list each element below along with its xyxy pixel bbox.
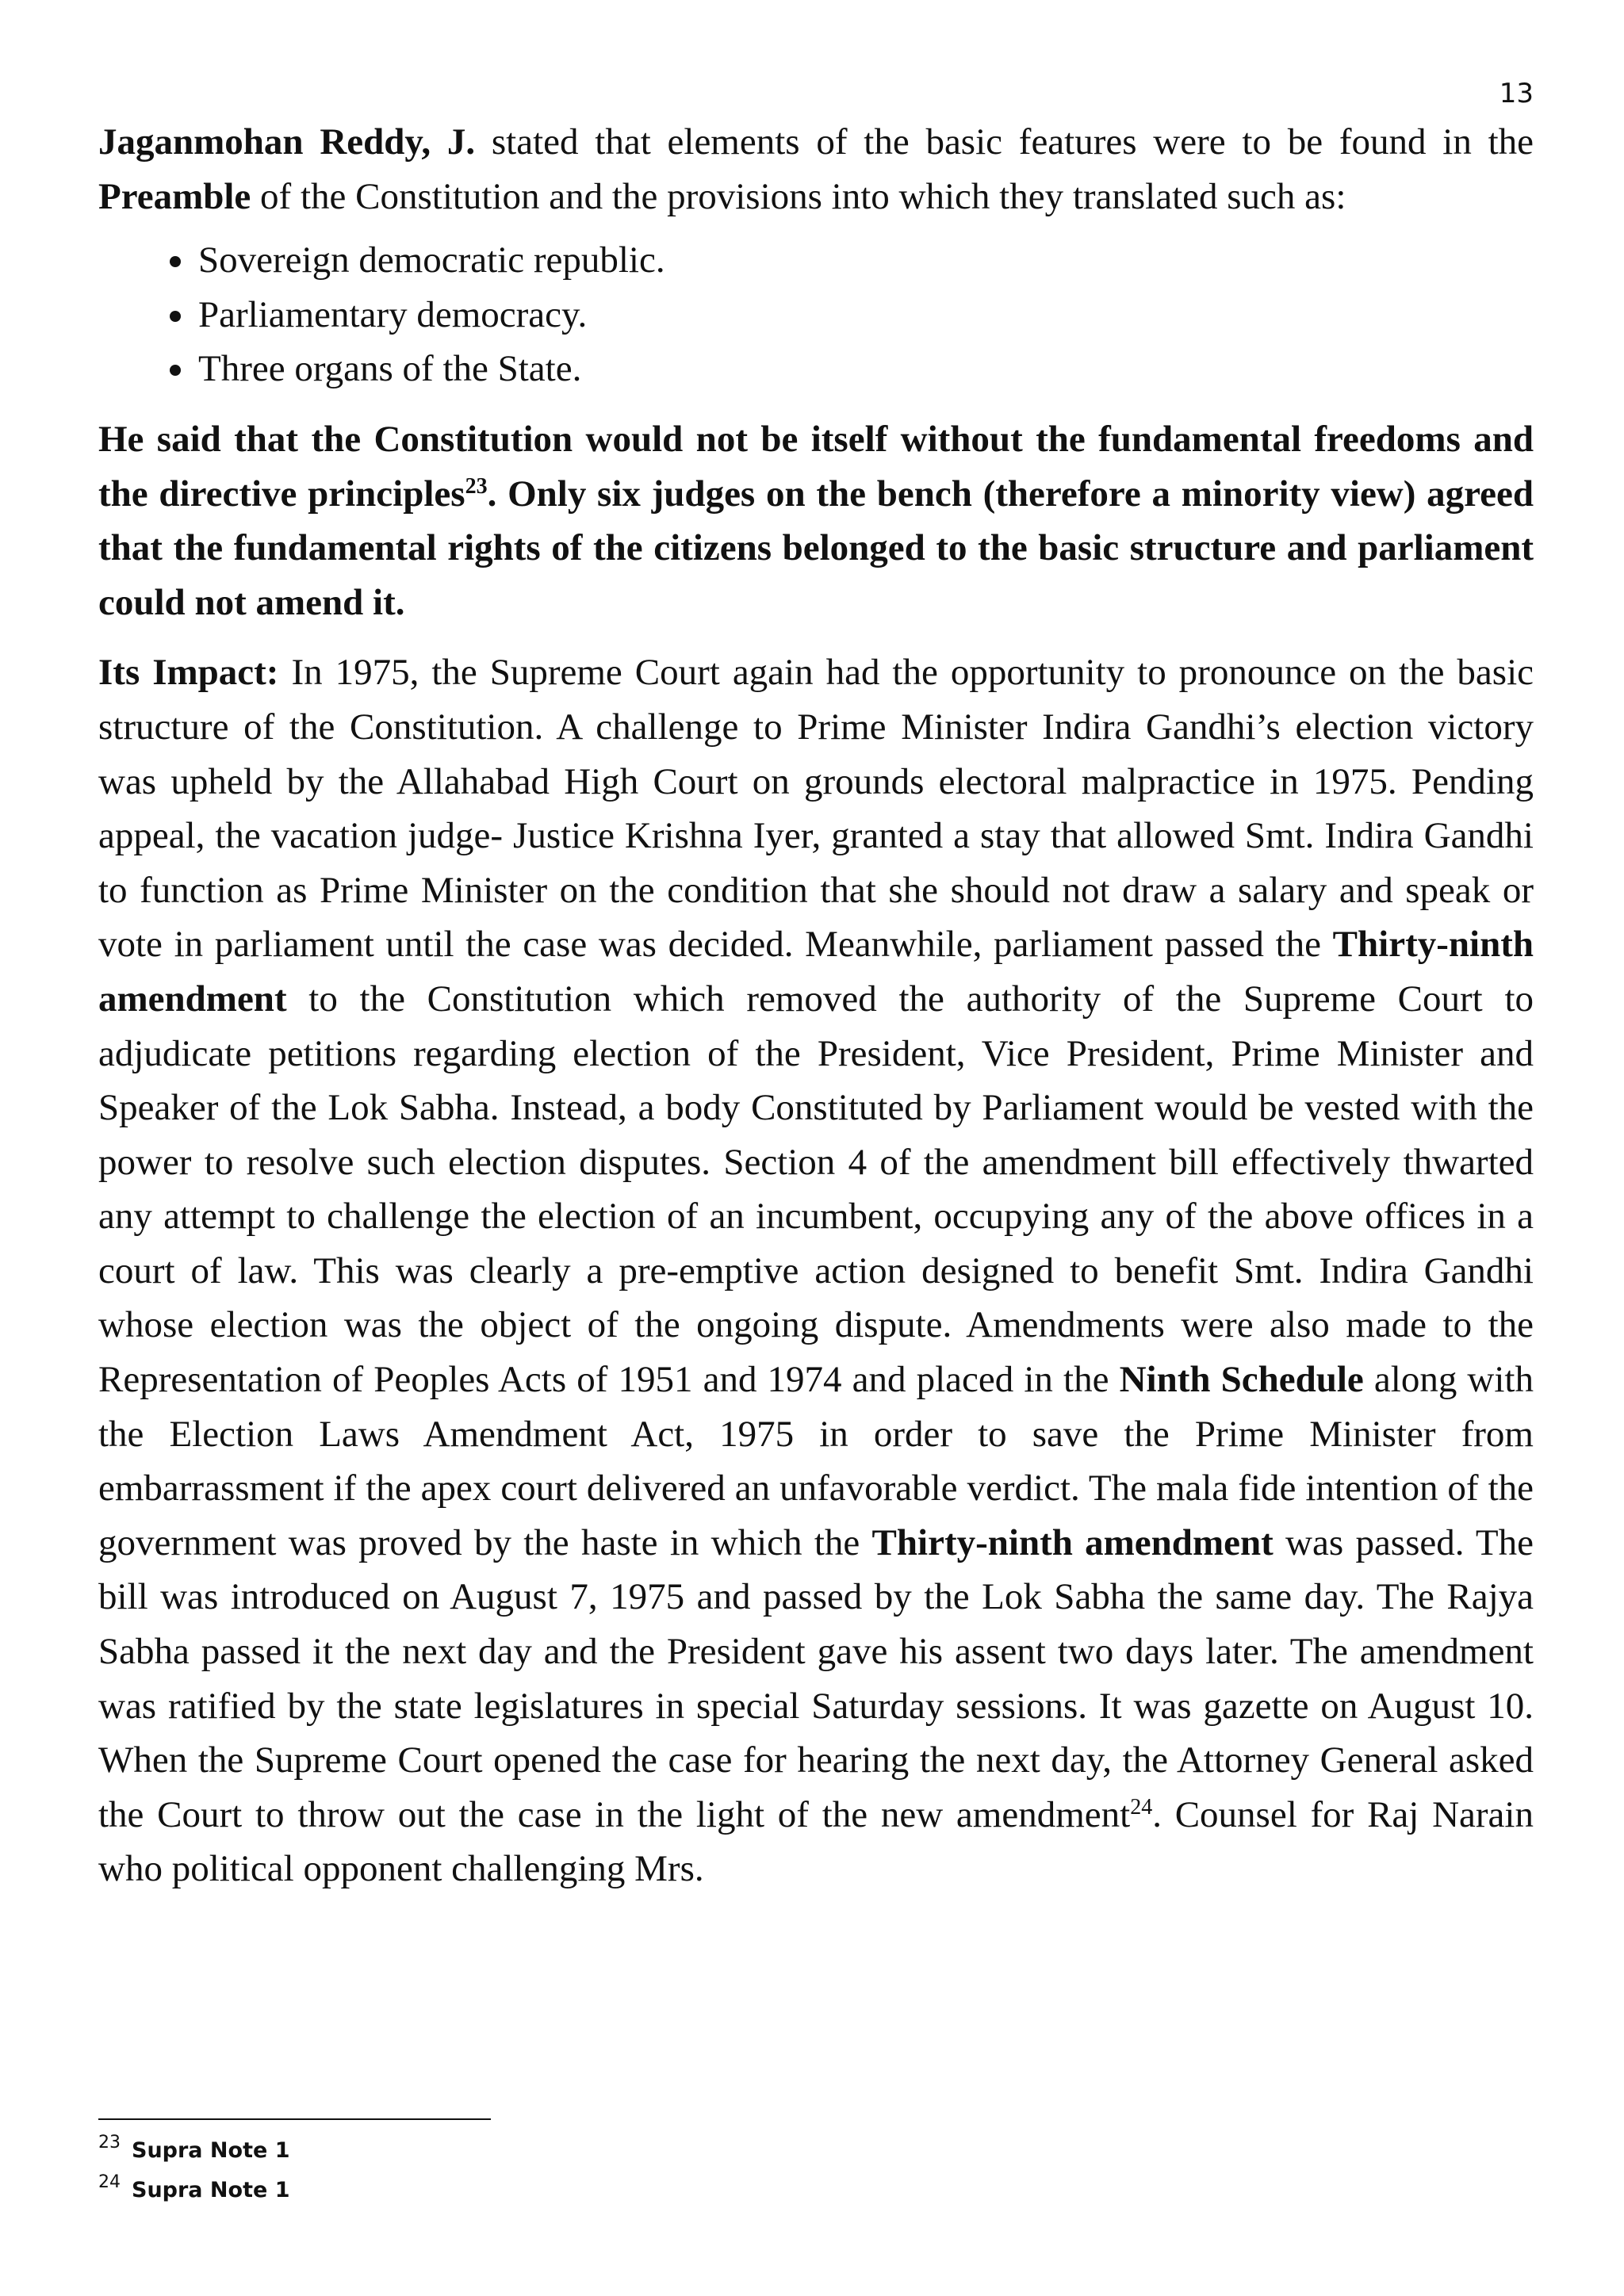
impact-label: Its Impact: bbox=[98, 652, 279, 694]
footnote-ref-24[interactable]: 24 bbox=[1130, 1794, 1153, 1820]
footnotes bbox=[98, 2131, 289, 2210]
footnote-divider bbox=[98, 2118, 491, 2120]
footnote-24 bbox=[98, 2171, 289, 2210]
para3-text5: . Counsel for Raj Narain who political opponent challenging Mrs. bbox=[98, 1793, 1534, 1890]
para1-text1: stated that elements of the basic features were to be found in the bbox=[475, 121, 1534, 163]
list-item: • Parliamentary democracy. bbox=[197, 288, 1534, 342]
paragraph-its-impact bbox=[98, 645, 1534, 1896]
para3-text1: In 1975, the Supreme Court again had the opportunity to pronounce on the basic structure of the Constitution. A challenge to Prime Minister Indira Gandhi’s election victory was upheld by the Allahabad High Court on grounds electoral malpractice in 1975. Pending appeal, the vacation judge- Justice Krishna Iyer, granted a stay that allowed Smt. Indira Gandhi to function as Prime Minister on the condition that she should not draw a salary and speak or vote in parliament until the case was decided. Meanwhile, parliament passed the bbox=[98, 652, 1534, 966]
page-body bbox=[98, 115, 1534, 1896]
para3-text2: to the Constitution which removed the authority of the Supreme Court to adjudicate petitions regarding election of the President, Vice President, Prime Minister and Speaker of the Lok Sabha. Instead, a body Constituted by Parliament would be vested with the power to resolve such election disputes. Section 4 of the amendment bill effectively thwarted any attempt to challenge the election of an incumbent, occupying any of the above offices in a court of law. This was clearly a pre-emptive action designed to benefit Smt. Indira Gandhi whose election was the object of the ongoing dispute. Amendments were also made to the Representation of Peoples Acts of 1951 and 1974 and placed in the bbox=[98, 978, 1534, 1401]
footnote-number: 24 bbox=[98, 2172, 121, 2192]
para1-text2: of the Constitution and the provisions into which they translated such as: bbox=[251, 175, 1346, 217]
footnote-23 bbox=[98, 2131, 289, 2171]
judge-name: Jaganmohan Reddy, J. bbox=[98, 121, 476, 163]
footnote-ref-23[interactable]: 23 bbox=[465, 473, 488, 499]
paragraph-fundamental-freedoms bbox=[98, 412, 1534, 629]
footnote-number: 23 bbox=[98, 2133, 121, 2152]
basic-features-list bbox=[98, 233, 1534, 396]
footnote-text: Supra Note 1 bbox=[132, 2138, 290, 2163]
footnote-text: Supra Note 1 bbox=[132, 2178, 290, 2202]
page-number: 13 bbox=[1499, 78, 1534, 109]
thirty-ninth-amendment-term-2: Thirty-ninth amendment bbox=[871, 1521, 1274, 1563]
para3-text3: along with the Election Laws Amendment Act, 1975 in order to save the Prime Minister from embarrassment if the apex court delivered an unfavorable verdict. The mala fide intention of the government was proved by the haste in which the bbox=[98, 1359, 1534, 1563]
list-item: • Sovereign democratic republic. bbox=[197, 233, 1534, 288]
thirty-ninth-amendment-term: Thirty-ninth amendment bbox=[98, 924, 1534, 1020]
preamble-term: Preamble bbox=[98, 175, 251, 217]
para2-text2: . Only six judges on the bench (therefore a minority view) agreed that the fundamental rights of the citizens belonged to the basic structure and parliament could not amend it. bbox=[98, 473, 1534, 623]
ninth-schedule-term: Ninth Schedule bbox=[1119, 1359, 1364, 1401]
list-item: • Three organs of the State. bbox=[197, 342, 1534, 396]
paragraph-jaganmohan bbox=[98, 115, 1534, 224]
para3-text4: was passed. The bill was introduced on August 7, 1975 and passed by the Lok Sabha the same day. The Rajya Sabha passed it the next day and the President gave his assent two days later. The amendment was ratified by the state legislatures in special Saturday sessions. It was gazette on August 10. When the Supreme Court opened the case for hearing the next day, the Attorney General asked the Court to throw out the case in the light of the new amendment bbox=[98, 1521, 1534, 1835]
para2-text1: He said that the Constitution would not be itself without the fundamental freedoms and the directive principles bbox=[98, 418, 1534, 515]
